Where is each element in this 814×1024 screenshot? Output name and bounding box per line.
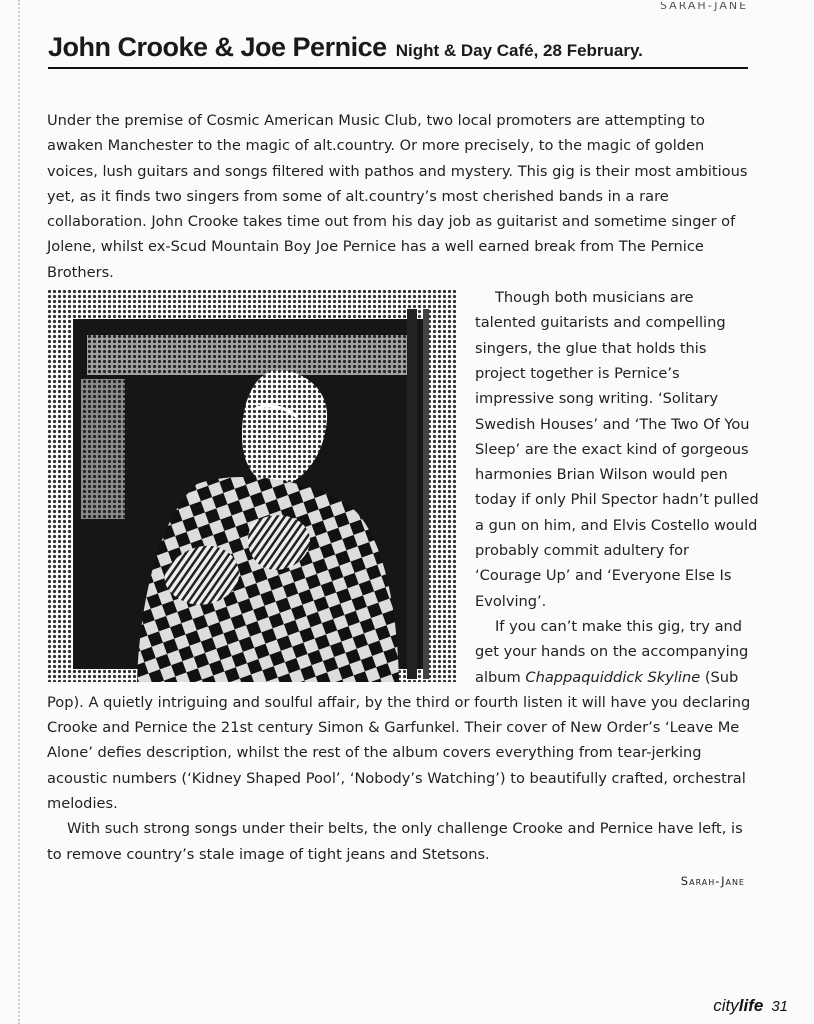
paragraph-3-b: (Sub Pop). A quietly intriguing and soulful affair, by the third or fourth listen it will have you declaring Crooke and Pernice the 21st century Simon & Garfunkel. Their cover of New Order’s ‘Leave Me Alone’ defies description, whilst the rest of the album covers everything from tear-jerking acoustic numbers (‘Kidney Shaped Pool’, ‘Nobody’s Watching’) to beautifully crafted, orchestral melodies.: [47, 668, 751, 813]
photo-illustration: [47, 289, 457, 682]
page-number: 31: [771, 998, 788, 1015]
headline: [48, 32, 748, 69]
footer-brand-city: city: [713, 996, 739, 1015]
article-body: [47, 108, 759, 894]
headline-venue: Night & Day Café, 28 February.: [395, 41, 643, 60]
page-footer: [713, 996, 788, 1016]
byline: Sarah-Jane: [680, 873, 745, 888]
paragraph-2-text: Though both musicians are talented guitarists and compelling singers, the glue that holds this project together is Pernice’s impressive song writing. ‘Solitary Swedish Houses’ and ‘The Two Of You Sleep’ are the exact kind of gorgeous harmonies Brian Wilson would pen today if only Phil Spector hadn’t pulled a gun on him, and Elvis Costello would probably commit adultery for ‘Courage Up’ and ‘Everyone Else Is Evolving’.: [475, 289, 759, 610]
artist-photo: [47, 289, 457, 682]
headline-names: John Crooke & Joe Pernice: [48, 32, 387, 62]
album-title: Chappaquiddick Skyline: [525, 668, 701, 686]
footer-brand-life: life: [738, 996, 764, 1015]
paragraph-4: With such strong songs under their belts, the only challenge Crooke and Pernice have left, is to remove country’s stale image of tight jeans and Stetsons.: [47, 820, 743, 863]
paragraph-2-lead: [47, 285, 759, 614]
paragraph-3-a: If you can’t make this gig, try and get your hands on the accompanying album: [475, 617, 749, 686]
paragraph-1: Under the premise of Cosmic American Music Club, two local promoters are attempting to awaken Manchester to the magic of alt.country. Or more precisely, to the magic of golden voices, lush guitars and songs filtered with pathos and mystery. This gig is their most ambitious yet, as it finds two singers from some of alt.country’s most cherished bands in a rare collaboration. John Crooke takes time out from his day job as guitarist and sometime singer of Jolene, whilst ex-Scud Mountain Boy Joe Pernice has a well earned break from The Pernice Brothers.: [47, 112, 748, 281]
running-head: SARAH-JANE: [660, 2, 749, 12]
page-edge: [18, 0, 20, 1024]
